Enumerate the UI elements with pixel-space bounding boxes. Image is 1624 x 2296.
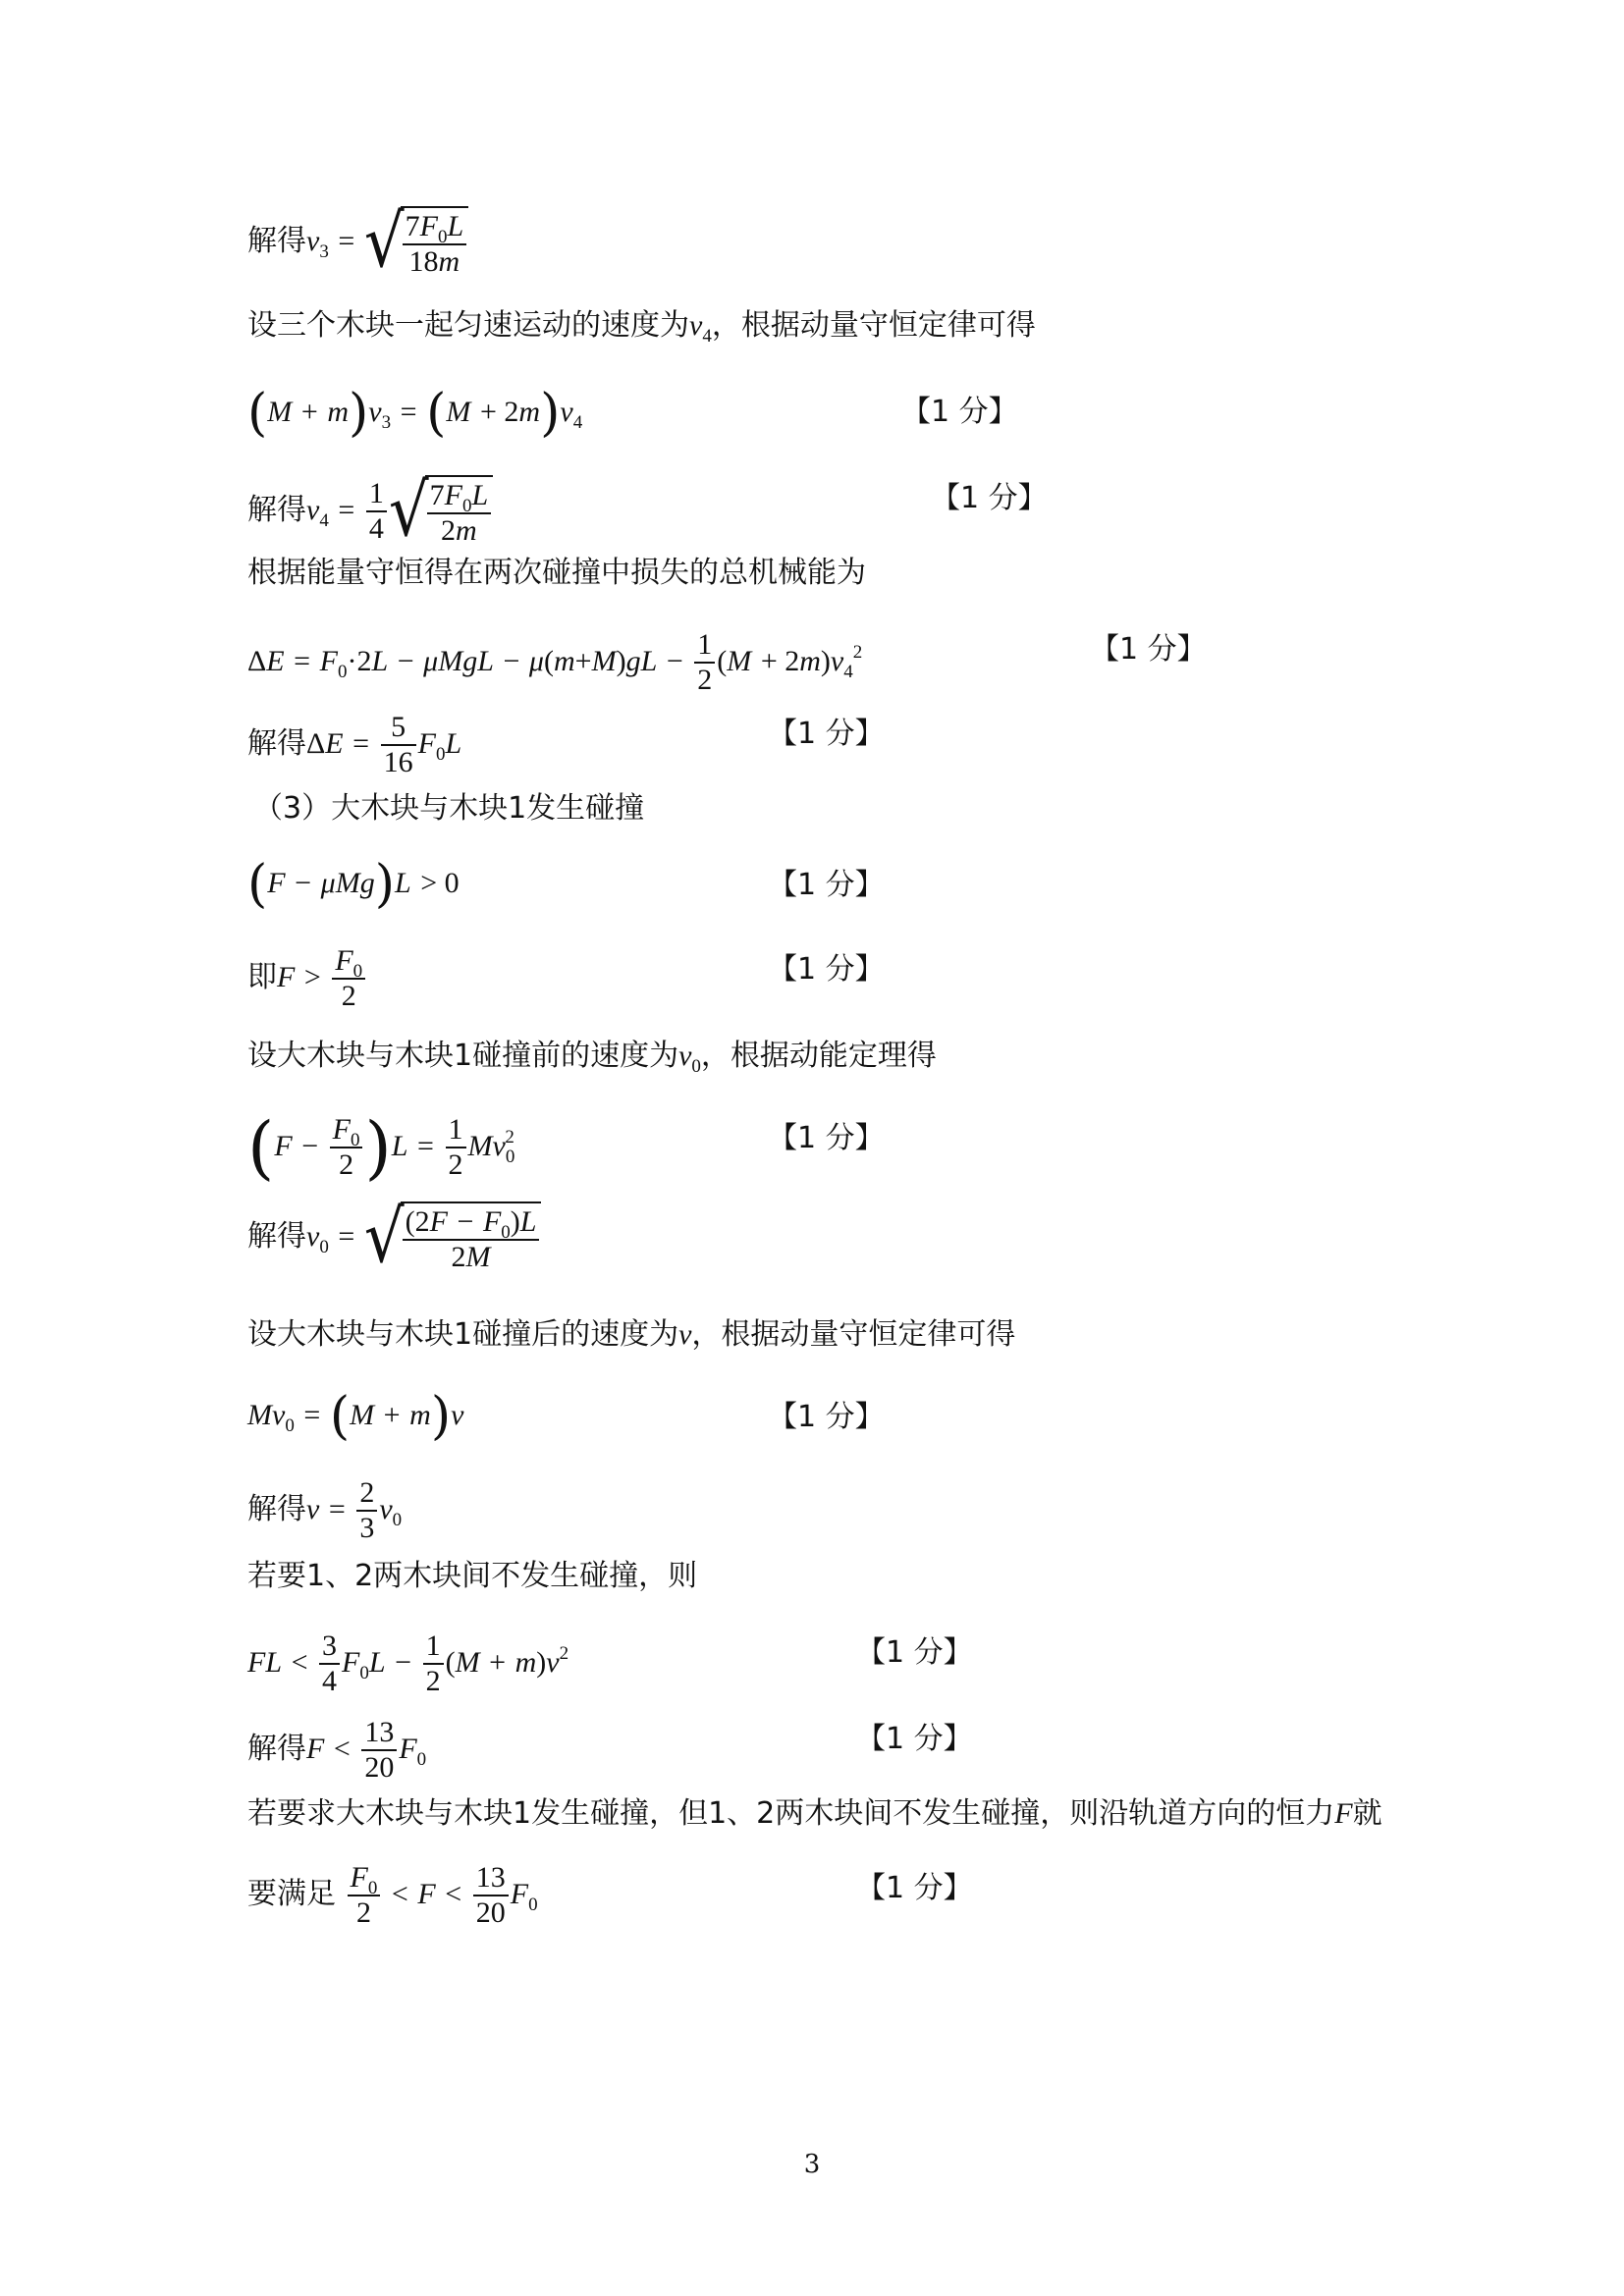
- score-badge: 【1 分】: [1090, 632, 1207, 667]
- eq-momentum-v: $Mv_0 = (M + m)v$: [247, 1387, 464, 1446]
- score-badge: 【1 分】: [768, 1400, 885, 1434]
- eq-momentum-3: $(M + m)v_3 = (M + 2m)v_4$: [247, 384, 583, 443]
- eq-v-result: 解得v = $\frac{2}{3}$ $v_0$: [247, 1476, 403, 1544]
- score-badge: 【1 分】: [931, 481, 1048, 515]
- score-badge: 【1 分】: [856, 1722, 973, 1756]
- score-badge: 【1 分】: [768, 1121, 885, 1155]
- score-badge: 【1 分】: [901, 395, 1018, 429]
- score-badge: 【1 分】: [856, 1871, 973, 1905]
- text-v0-intro: 设大木块与木块1碰撞前的速度为$v_0$，根据动能定理得: [247, 1039, 937, 1077]
- text-part3: （3）大木块与木块1发生碰撞: [253, 791, 645, 826]
- text-no-collision-cond: 若要1、2两木块间不发生碰撞，则: [247, 1559, 698, 1593]
- eq-v0-result: 解得$v_0$ = √ $\frac{(2F - F_0)L}{2M}$: [247, 1201, 541, 1274]
- eq-energy-result: 解得ΔE = $\frac{5}{16}$ $F_0L$: [247, 711, 462, 778]
- score-badge: 【1 分】: [768, 952, 885, 987]
- score-badge: 【1 分】: [768, 868, 885, 902]
- eq-F-gt: 即F > $\frac{F_0}{2}$: [247, 944, 367, 1013]
- eq-kinetic: (F − $\frac{F_0}{2}$ )L = $\frac{1}{2}$ $Mv_0^2$: [247, 1107, 515, 1188]
- score-badge: 【1 分】: [768, 717, 885, 751]
- page-number: 3: [803, 2150, 821, 2179]
- score-badge: 【1 分】: [856, 1635, 973, 1670]
- text-v-intro: 设大木块与木块1碰撞后的速度为v，根据动量守恒定律可得: [247, 1317, 1016, 1352]
- text-v4-intro: 设三个木块一起匀速运动的速度为$v_4$，根据动量守恒定律可得: [247, 308, 1036, 347]
- eq-collision-cond: (F − μMg)L > 0: [247, 855, 460, 914]
- eq-v4-result: 解得$v_4$ = $\frac{1}{4}$ √ $\frac{7F_0L}{2m}$: [247, 475, 493, 548]
- eq-v3-result: 解得$v_3$ = √ $\frac{7F_0L}{18m}$: [247, 206, 468, 279]
- text-final-cond: 若要求大木块与木块1发生碰撞，但1、2两木块间不发生碰撞，则沿轨道方向的恒力F就: [247, 1796, 1382, 1831]
- eq-final-range: 要满足 $\frac{F_0}{2}$ < F < $\frac{13}{20}$ $F_0$: [247, 1861, 538, 1929]
- eq-energy-loss: $\Delta E = F_0\cdot 2L - \mu MgL - \mu(m+M)gL$ − $\frac{1}{2}$ $(M + 2m)v_4^2$: [247, 628, 863, 696]
- eq-F-lt: 解得F < $\frac{13}{20}$ $F_0$: [247, 1716, 427, 1784]
- text-energy-intro: 根据能量守恒得在两次碰撞中损失的总机械能为: [247, 556, 866, 590]
- eq-FL-lt: FL < $\frac{3}{4}$ $F_0L$ − $\frac{1}{2}$ $(M + m)v^2$: [247, 1629, 569, 1697]
